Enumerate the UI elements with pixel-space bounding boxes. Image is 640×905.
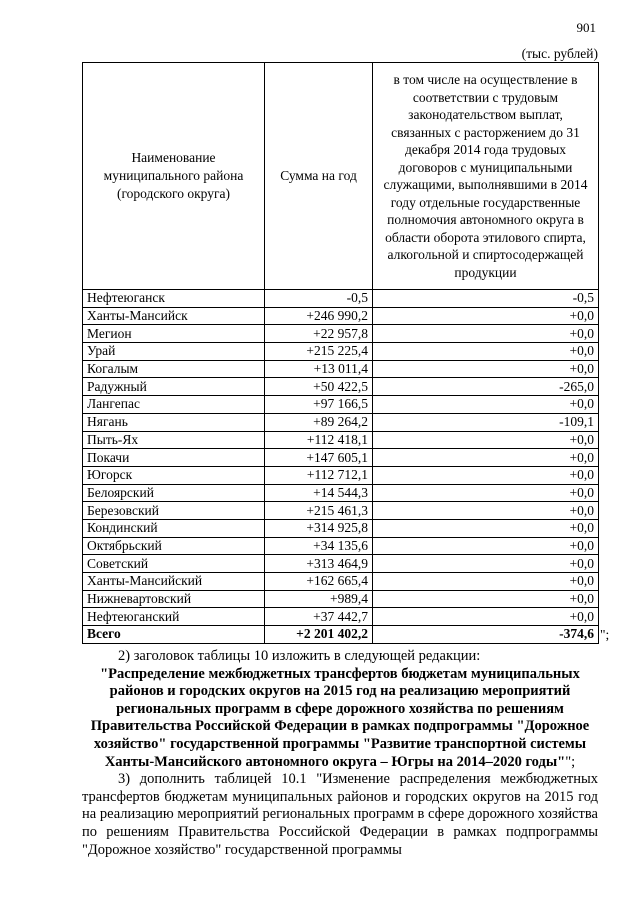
page-number: 901 bbox=[576, 20, 596, 35]
header-extra: в том числе на осуществление в соответствии с трудовым законодательством выплат, связанных с расторжением до 31 декабря 2014 года трудовых договоров с муниципальными служащими, выполнявшими в 2014 году отдельные государственные полномочия автономного округа в области оборота этилового спирта, алкогольной и спиртосодержащей продукции bbox=[373, 63, 599, 290]
cell-extra: +0,0 bbox=[373, 484, 599, 502]
cell-name: Югорск bbox=[83, 466, 265, 484]
table-10-heading bbox=[82, 666, 598, 772]
table-row bbox=[83, 555, 599, 573]
cell-name: Урай bbox=[83, 343, 265, 361]
table-row bbox=[83, 537, 599, 555]
table-row bbox=[83, 608, 599, 626]
cell-extra: +0,0 bbox=[373, 590, 599, 608]
header-sum: Сумма на год bbox=[265, 63, 373, 290]
cell-extra: +0,0 bbox=[373, 537, 599, 555]
cell-extra: +0,0 bbox=[373, 502, 599, 520]
cell-sum: +14 544,3 bbox=[265, 484, 373, 502]
table-row bbox=[83, 343, 599, 361]
table-row bbox=[83, 484, 599, 502]
table-row bbox=[83, 502, 599, 520]
cell-sum: +97 166,5 bbox=[265, 396, 373, 414]
cell-name: Покачи bbox=[83, 449, 265, 467]
cell-sum: +89 264,2 bbox=[265, 413, 373, 431]
cell-extra: +0,0 bbox=[373, 360, 599, 378]
table-row bbox=[83, 325, 599, 343]
table-row bbox=[83, 413, 599, 431]
cell-extra: +0,0 bbox=[373, 573, 599, 591]
cell-extra: -374,6 bbox=[373, 626, 599, 644]
cell-extra: +0,0 bbox=[373, 466, 599, 484]
table-header-row bbox=[83, 63, 599, 290]
cell-name: Пыть-Ях bbox=[83, 431, 265, 449]
cell-sum: +989,4 bbox=[265, 590, 373, 608]
cell-name: Белоярский bbox=[83, 484, 265, 502]
cell-extra: +0,0 bbox=[373, 449, 599, 467]
cell-name: Советский bbox=[83, 555, 265, 573]
cell-sum: +313 464,9 bbox=[265, 555, 373, 573]
cell-extra: +0,0 bbox=[373, 343, 599, 361]
cell-sum: +13 011,4 bbox=[265, 360, 373, 378]
cell-name: Нягань bbox=[83, 413, 265, 431]
cell-name: Нижневартовский bbox=[83, 590, 265, 608]
cell-sum: +37 442,7 bbox=[265, 608, 373, 626]
body-text bbox=[82, 648, 598, 859]
cell-name: Радужный bbox=[83, 378, 265, 396]
table-10-heading-tail: "; bbox=[565, 753, 576, 770]
table-body bbox=[83, 290, 599, 644]
cell-name: Когалым bbox=[83, 360, 265, 378]
table-closing-quote: "; bbox=[600, 627, 610, 642]
table-row bbox=[83, 378, 599, 396]
cell-extra: -109,1 bbox=[373, 413, 599, 431]
cell-sum: +2 201 402,2 bbox=[265, 626, 373, 644]
table-row bbox=[83, 396, 599, 414]
item-2-text: 2) заголовок таблицы 10 изложить в следующей редакции: bbox=[118, 648, 481, 664]
cell-extra: +0,0 bbox=[373, 555, 599, 573]
item-3-text: 3) дополнить таблицей 10.1 "Изменение распределения межбюджетных трансфертов бюджетам муниципальных районов и городских округов на 2015 год на реализацию мероприятий региональных программ в сфере дорожного хозяйства по решениям Правительства Российской Федерации в рамках подпрограммы "Дорожное хозяйство" государственной программы bbox=[82, 771, 598, 858]
cell-sum: +22 957,8 bbox=[265, 325, 373, 343]
table-row bbox=[83, 307, 599, 325]
cell-sum: +314 925,8 bbox=[265, 519, 373, 537]
cell-name: Кондинский bbox=[83, 519, 265, 537]
table-row bbox=[83, 573, 599, 591]
table-row bbox=[83, 360, 599, 378]
table-10-heading-text: "Распределение межбюджетных трансфертов бюджетам муниципальных районов и городских округов на 2015 год на реализацию мероприятий региональных программ в сфере дорожного хозяйства по решениям Правительства Российской Федерации в рамках подпрограммы "Дорожное хозяйство" государственной программы "Развитие транспортной системы Ханты-Мансийского автономного округа – Югры на 2014–2020 годы" bbox=[90, 665, 590, 770]
cell-name: Ханты-Мансийский bbox=[83, 573, 265, 591]
cell-extra: +0,0 bbox=[373, 307, 599, 325]
cell-extra: +0,0 bbox=[373, 396, 599, 414]
cell-sum: +112 712,1 bbox=[265, 466, 373, 484]
cell-name: Березовский bbox=[83, 502, 265, 520]
cell-name: Всего bbox=[83, 626, 265, 644]
cell-sum: +215 225,4 bbox=[265, 343, 373, 361]
header-name: Наименование муниципального района (городского округа) bbox=[83, 63, 265, 290]
cell-name: Нефтеюганск bbox=[83, 290, 265, 308]
cell-sum: +147 605,1 bbox=[265, 449, 373, 467]
units-label: (тыс. рублей) bbox=[521, 46, 598, 61]
cell-sum: +162 665,4 bbox=[265, 573, 373, 591]
transfers-table bbox=[82, 62, 599, 644]
table-row bbox=[83, 431, 599, 449]
cell-extra: -0,5 bbox=[373, 290, 599, 308]
cell-sum: +112 418,1 bbox=[265, 431, 373, 449]
table-row bbox=[83, 590, 599, 608]
cell-name: Лангепас bbox=[83, 396, 265, 414]
cell-name: Октябрьский bbox=[83, 537, 265, 555]
cell-sum: +50 422,5 bbox=[265, 378, 373, 396]
cell-extra: +0,0 bbox=[373, 608, 599, 626]
table-row bbox=[83, 449, 599, 467]
cell-extra: +0,0 bbox=[373, 325, 599, 343]
cell-sum: +34 135,6 bbox=[265, 537, 373, 555]
table-row bbox=[83, 466, 599, 484]
total-row bbox=[83, 626, 599, 644]
table-row bbox=[83, 290, 599, 308]
cell-extra: +0,0 bbox=[373, 431, 599, 449]
cell-extra: +0,0 bbox=[373, 519, 599, 537]
cell-name: Нефтеюганский bbox=[83, 608, 265, 626]
cell-extra: -265,0 bbox=[373, 378, 599, 396]
cell-sum: +215 461,3 bbox=[265, 502, 373, 520]
cell-sum: +246 990,2 bbox=[265, 307, 373, 325]
cell-sum: -0,5 bbox=[265, 290, 373, 308]
table-row bbox=[83, 519, 599, 537]
cell-name: Ханты-Мансийск bbox=[83, 307, 265, 325]
cell-name: Мегион bbox=[83, 325, 265, 343]
